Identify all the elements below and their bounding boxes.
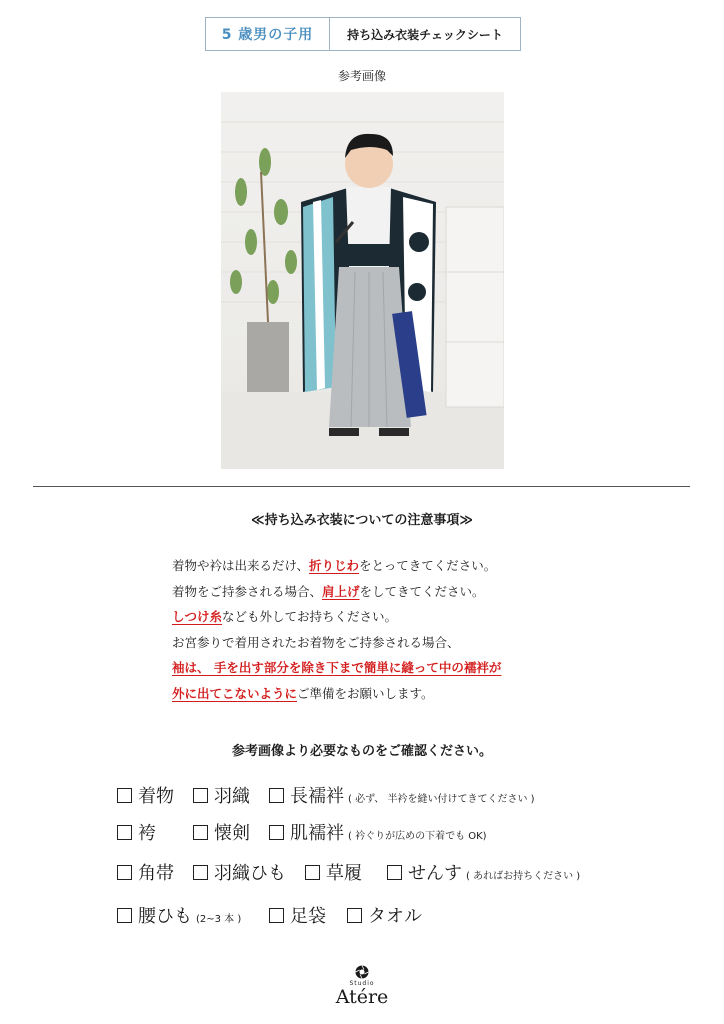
notice-notes xyxy=(172,553,632,706)
checklist-item xyxy=(117,782,193,808)
logo-small-text: Studio xyxy=(349,980,375,987)
checkbox[interactable] xyxy=(347,908,362,923)
checklist-title: 参考画像より必要なものをご確認ください。 xyxy=(231,744,492,759)
item-label: 羽織ひも xyxy=(214,863,286,884)
note-text: なども外してお持ちください。 xyxy=(222,609,398,624)
note-highlight: しつけ糸 xyxy=(172,609,223,624)
checkbox[interactable] xyxy=(305,865,320,880)
notice-line xyxy=(172,553,632,579)
section-divider xyxy=(33,486,690,487)
note-text: お宮参りで着用されたお着物をご持参される場合、 xyxy=(172,634,460,650)
child-in-hakama-illustration xyxy=(221,92,504,469)
checklist-item xyxy=(269,782,535,808)
item-note: ( 必ず、 半衿を縫い付けてきてください ) xyxy=(348,794,535,805)
notice-line xyxy=(172,579,632,605)
checklist-item xyxy=(117,902,269,928)
checkbox[interactable] xyxy=(117,865,132,880)
note-highlight: 折りじわ xyxy=(309,558,360,573)
checklist-item xyxy=(117,819,193,845)
checklist-row xyxy=(117,902,422,928)
note-highlight: 外に出てこないように xyxy=(172,685,298,701)
sheet-header xyxy=(205,17,521,51)
notice-line xyxy=(172,681,632,707)
note-text: をしてきてください。 xyxy=(359,583,485,599)
checklist-item xyxy=(193,819,269,845)
notice-line xyxy=(172,604,632,630)
reference-image-label: 参考画像 xyxy=(337,69,386,83)
item-label: 腰ひも xyxy=(138,906,192,927)
notice-title: ≪持ち込み衣装についての注意事項≫ xyxy=(251,513,473,528)
notice-line xyxy=(172,630,632,656)
checklist-item xyxy=(193,859,305,885)
item-label: 長襦袢 xyxy=(290,786,344,807)
note-text: ご準備をお願いします。 xyxy=(297,685,434,701)
checklist-item xyxy=(117,859,193,885)
item-note: ( あればお持ちください ) xyxy=(466,871,581,882)
checkbox[interactable] xyxy=(387,865,402,880)
item-label: 懐剣 xyxy=(214,823,250,844)
note-text: 着物をご持参される場合、 xyxy=(172,583,323,599)
item-label: 角帯 xyxy=(138,863,174,884)
item-note: ( 衿ぐりが広めの下着でも OK) xyxy=(348,831,487,842)
note-highlight: 袖は、 手を出す部分を除き下まで簡単に縫って中の襦袢が xyxy=(172,660,502,675)
checklist-row xyxy=(117,819,487,845)
item-note: (2~3 本 ) xyxy=(196,914,242,925)
checkbox[interactable] xyxy=(117,788,132,803)
item-label: タオル xyxy=(368,906,422,927)
checklist-item xyxy=(193,782,269,808)
studio-logo xyxy=(322,965,402,1007)
checklist-item xyxy=(305,859,387,885)
note-text: をとってきてください。 xyxy=(359,558,497,573)
notice-line xyxy=(172,655,632,681)
item-label: 羽織 xyxy=(214,786,250,807)
checkbox[interactable] xyxy=(269,825,284,840)
checkbox[interactable] xyxy=(193,788,208,803)
checklist-row xyxy=(117,782,535,808)
checklist-item xyxy=(269,902,347,928)
checklist-item xyxy=(269,819,487,845)
sheet-title: 持ち込み衣装チェックシート xyxy=(347,27,503,42)
item-label: 着物 xyxy=(138,786,174,807)
item-label: 袴 xyxy=(138,823,156,844)
checkbox[interactable] xyxy=(117,908,132,923)
checkbox[interactable] xyxy=(193,865,208,880)
item-label: 肌襦袢 xyxy=(290,823,344,844)
note-text: 着物や衿は出来るだけ、 xyxy=(172,558,310,573)
aperture-icon xyxy=(355,965,369,979)
item-label: 足袋 xyxy=(290,906,326,927)
item-label: 草履 xyxy=(326,863,362,884)
checkbox[interactable] xyxy=(117,825,132,840)
item-label: せんす xyxy=(408,863,462,884)
checklist-item xyxy=(347,902,422,928)
checklist-item xyxy=(387,859,580,885)
category-label: 5 歳男の子用 xyxy=(206,18,330,50)
checklist-row xyxy=(117,859,580,885)
logo-brand-text: Atére xyxy=(335,986,389,1008)
reference-photo xyxy=(221,92,504,469)
checkbox[interactable] xyxy=(269,788,284,803)
checkbox[interactable] xyxy=(269,908,284,923)
note-highlight: 肩上げ xyxy=(322,583,360,599)
checkbox[interactable] xyxy=(193,825,208,840)
